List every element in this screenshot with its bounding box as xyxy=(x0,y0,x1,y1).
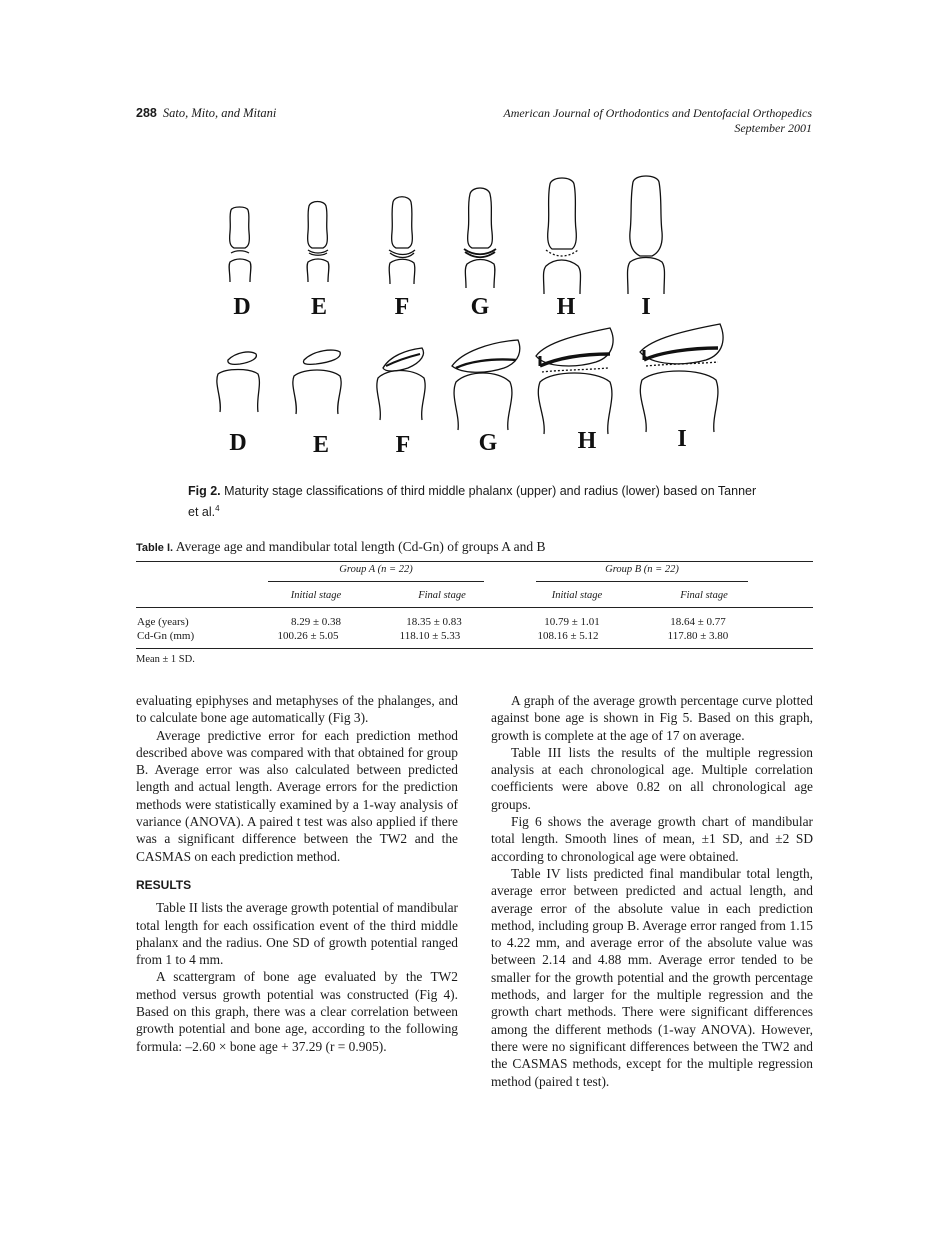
figure-2 xyxy=(200,170,760,470)
phalanx-stage-f xyxy=(389,197,415,284)
subheader-b-initial: Initial stage xyxy=(551,590,603,601)
table-bottom-rule xyxy=(136,648,813,649)
cell-cdgn-a-initial: 100.26 ± 5.05 xyxy=(277,630,339,642)
radius-stage-d xyxy=(217,352,260,412)
header-date: September 2001 xyxy=(734,121,812,135)
phalanx-row xyxy=(229,176,664,294)
radius-stage-labels xyxy=(229,426,686,458)
header-journal: American Journal of Orthodontics and Dentofacial Orthopedics xyxy=(503,106,812,120)
radius-label-d: D xyxy=(229,430,247,456)
subheader-a-final: Final stage xyxy=(418,590,466,601)
left-paragraph-4: A scattergram of bone age evaluated by the TW2 method versus growth potential was constructed (Fig 4). Based on this graph, there was a clear correlation between growth potential and bone age, according to the following formula: –2.60 × bone age + 37.29 (r = 0.905). xyxy=(136,969,458,1054)
phalanx-stage-i xyxy=(628,176,665,294)
page-number: 288 xyxy=(136,106,157,120)
left-paragraph-3: Table II lists the average growth potential of mandibular total length for each ossification event of the third middle phalanx and the radius. One SD of growth potential ranged from 1 to 4 mm. xyxy=(136,900,458,968)
caption-reference: 4 xyxy=(215,504,220,513)
row-label-cdgn: Cd-Gn (mm) xyxy=(137,630,195,642)
phalanx-label-f: F xyxy=(394,294,410,320)
radius-stage-f xyxy=(377,348,425,420)
table-title-text: Average age and mandibular total length (Cd-Gn) of groups A and B xyxy=(175,539,546,554)
left-paragraph-1: evaluating epiphyses and metaphyses of the phalanges, and to calculate bone age automatically (Fig 3). xyxy=(136,693,458,726)
phalanx-stage-h xyxy=(544,178,581,294)
group-a-header: Group A (n = 22) xyxy=(339,564,413,575)
phalanx-stage-g xyxy=(464,188,496,288)
group-b-header: Group B (n = 22) xyxy=(605,564,679,575)
phalanx-label-d: D xyxy=(233,294,251,320)
caption-text: Maturity stage classifications of third middle phalanx (upper) and radius (lower) based on Tanner et al. xyxy=(188,484,757,520)
phalanx-label-g: G xyxy=(470,294,490,320)
phalanx-label-h: H xyxy=(556,294,576,320)
phalanx-stage-labels xyxy=(233,294,650,320)
table-note: Mean ± 1 SD. xyxy=(136,654,195,665)
cell-age-a-final: 18.35 ± 0.83 xyxy=(406,616,462,628)
phalanx-stage-d xyxy=(229,207,251,282)
radius-row xyxy=(217,324,723,434)
right-paragraph-2: Table III lists the results of the multiple regression analysis at each chronological age. Multiple correlation coefficients were above 0.82 on all chronological age groups. xyxy=(491,744,813,812)
phalanx-stage-e xyxy=(307,202,329,283)
radius-stage-i xyxy=(640,324,723,432)
figure-caption xyxy=(188,483,768,521)
cell-age-a-initial: 8.29 ± 0.38 xyxy=(290,616,342,628)
cell-cdgn-b-initial: 108.16 ± 5.12 xyxy=(537,630,599,642)
table-title xyxy=(136,539,546,555)
radius-label-h: H xyxy=(577,428,597,454)
phalanx-label-i: I xyxy=(641,294,651,320)
group-a-rule xyxy=(268,581,484,582)
right-paragraph-4: Table IV lists predicted final mandibular total length, average error between predicted and actual length, and average error of the absolute value in each prediction method, including group B. Average error ranged from 1.15 to 4.22 mm, and average error of the absolute value was between 2.14 and 4.88 mm. Average error tended to be smaller for the growth potential and the growth percentage methods, and larger for the multiple regression and the growth chart methods. There were significant differences among the different methods (1-way ANOVA). However, there were no significant differences between the TW2 and the CASMAS methods, except for the multiple regression method (paired t test). xyxy=(491,865,813,1089)
results-heading: RESULTS xyxy=(136,877,192,892)
caption-label: Fig 2. xyxy=(188,484,221,498)
group-b-rule xyxy=(536,581,748,582)
radius-label-e: E xyxy=(312,432,330,458)
radius-label-g: G xyxy=(478,430,498,456)
cell-age-b-initial: 10.79 ± 1.01 xyxy=(544,616,600,628)
subheader-b-final: Final stage xyxy=(680,590,728,601)
right-column xyxy=(491,692,813,1090)
radius-label-f: F xyxy=(395,432,411,458)
phalanx-label-e: E xyxy=(310,294,328,320)
maturity-stage-illustration xyxy=(200,170,760,470)
row-label-age: Age (years) xyxy=(137,616,189,628)
left-paragraph-2: Average predictive error for each prediction method described above was compared with that obtained for group B. Average error was also calculated between predicted length and actual length. Average errors for the prediction methods were statistically examined by a 1-way analysis of variance (ANOVA). A paired t test was also applied if there was a significant difference between the TW2 and the CASMAS on each prediction method. xyxy=(136,727,458,864)
left-column xyxy=(136,692,458,1055)
right-paragraph-3: Fig 6 shows the average growth chart of mandibular total length. Smooth lines of mean, ±1 SD, and ±2 SD according to chronological age were obtained. xyxy=(491,814,813,864)
running-header-left xyxy=(136,106,276,121)
table-top-rule xyxy=(136,561,813,562)
header-authors: Sato, Mito, and Mitani xyxy=(162,106,277,120)
cell-cdgn-a-final: 118.10 ± 5.33 xyxy=(399,630,461,642)
cell-cdgn-b-final: 117.80 ± 3.80 xyxy=(667,630,729,642)
radius-label-i: I xyxy=(677,426,687,452)
subheader-a-initial: Initial stage xyxy=(290,590,342,601)
table-header-rule xyxy=(136,607,813,608)
radius-stage-e xyxy=(293,350,341,414)
radius-stage-h xyxy=(536,328,613,434)
table-label: Table I. xyxy=(136,542,174,554)
running-header-right xyxy=(503,106,812,136)
right-paragraph-1: A graph of the average growth percentage curve plotted against bone age is shown in Fig 5. Based on this graph, growth is complete at the age of 17 on average. xyxy=(491,693,813,743)
cell-age-b-final: 18.64 ± 0.77 xyxy=(670,616,726,628)
radius-stage-g xyxy=(452,340,520,430)
